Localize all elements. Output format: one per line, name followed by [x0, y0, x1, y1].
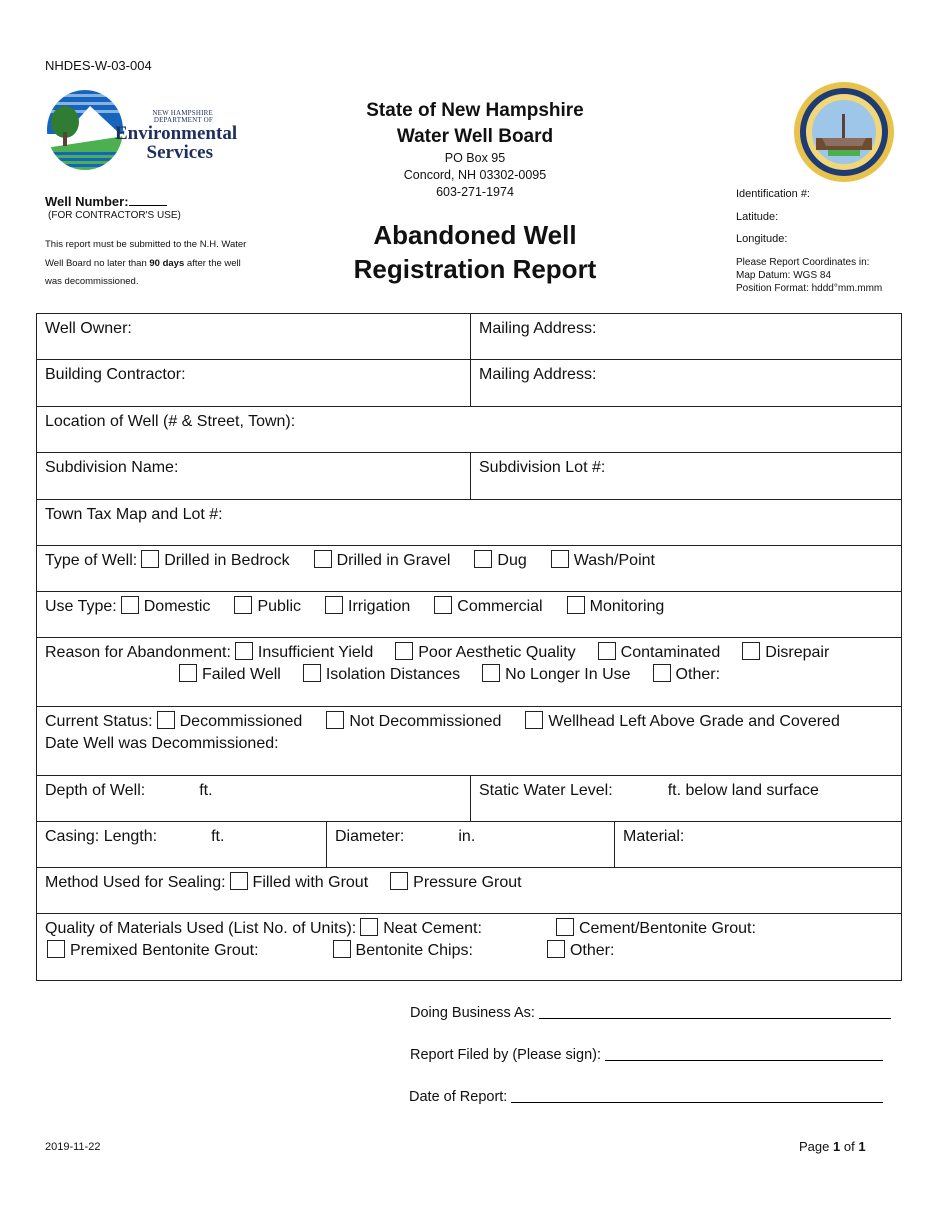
tax-map-row [37, 500, 901, 546]
option-public: Public [257, 598, 302, 615]
tax-map-field[interactable] [37, 500, 901, 545]
checkbox-insufficient-yield[interactable] [235, 642, 253, 660]
checkbox-wash-point[interactable] [551, 550, 569, 568]
coords-line-2: Map Datum: WGS 84 [736, 270, 832, 281]
diameter-label: Diameter: [335, 828, 405, 845]
well-type-row [37, 546, 901, 592]
option-pressure-grout: Pressure Grout [413, 874, 522, 891]
checkbox-domestic[interactable] [121, 596, 139, 614]
nhdes-logo [45, 88, 238, 178]
report-date-label: Date of Report: [409, 1089, 508, 1105]
option-no-longer-in-use: No Longer In Use [505, 666, 631, 683]
coords-line-1: Please Report Coordinates in: [736, 257, 870, 268]
owner-mailing-address-label: Mailing Address: [479, 320, 597, 337]
option-neat-cement: Neat Cement: [383, 920, 482, 937]
material-field[interactable] [614, 822, 901, 867]
identification-label: Identification #: [736, 188, 810, 200]
notice-days: 90 days [149, 257, 185, 269]
depth-field[interactable] [37, 776, 470, 821]
dba-label: Doing Business As: [410, 1005, 535, 1021]
notice-suffix: after the well was decommissioned. [45, 257, 241, 287]
checkbox-no-longer-in-use[interactable] [482, 664, 500, 682]
location-label: Location of Well (# & Street, Town): [45, 413, 296, 430]
logo-line-3: Environmental [115, 123, 238, 144]
subdivision-lot-label: Subdivision Lot #: [479, 459, 606, 476]
checkbox-failed-well[interactable] [179, 664, 197, 682]
depth-unit: ft. [199, 782, 213, 799]
subdivision-lot-field[interactable] [470, 453, 901, 499]
owner-row [37, 314, 901, 360]
subdivision-name-field[interactable] [37, 453, 470, 499]
casing-row [37, 822, 901, 868]
checkbox-irrigation[interactable] [325, 596, 343, 614]
date-decommissioned-field[interactable] [45, 733, 893, 755]
depth-label: Depth of Well: [45, 782, 146, 799]
option-bentonite-chips: Bentonite Chips: [355, 942, 473, 959]
diameter-unit: in. [458, 828, 476, 845]
nhdes-logo-icon [45, 88, 125, 178]
owner-mailing-address-field[interactable] [470, 314, 901, 359]
status-row [37, 707, 901, 776]
registration-form [36, 313, 902, 981]
page-title [325, 218, 625, 286]
checkbox-drilled-bedrock[interactable] [141, 550, 159, 568]
well-number [45, 193, 167, 209]
report-date-line [409, 1088, 883, 1105]
well-owner-field[interactable] [37, 314, 470, 359]
option-failed-well: Failed Well [202, 666, 281, 683]
checkbox-dug[interactable] [474, 550, 492, 568]
address-po: PO Box 95 [444, 151, 506, 165]
checkbox-not-decommissioned[interactable] [326, 711, 344, 729]
revision-date: 2019-11-22 [45, 1141, 101, 1153]
option-insufficient-yield: Insufficient Yield [257, 644, 374, 661]
well-type-cell [37, 546, 901, 591]
well-owner-label: Well Owner: [45, 320, 132, 337]
sealing-cell [37, 868, 901, 913]
status-label: Current Status: [45, 713, 153, 730]
title-line-1: Abandoned Well [373, 220, 577, 250]
well-number-field[interactable] [129, 193, 167, 206]
option-commercial: Commercial [457, 598, 543, 615]
option-irrigation: Irrigation [348, 598, 411, 615]
reason-row [37, 638, 901, 707]
report-date-field[interactable] [511, 1088, 883, 1103]
option-monitoring: Monitoring [589, 598, 665, 615]
option-cement-bentonite: Cement/Bentonite Grout: [578, 920, 756, 937]
quality-label: Quality of Materials Used (List No. of Units): [45, 920, 357, 937]
checkbox-poor-aesthetic[interactable] [395, 642, 413, 660]
depth-row [37, 776, 901, 822]
well-number-label: Well Number: [45, 194, 129, 209]
checkbox-public[interactable] [234, 596, 252, 614]
contractor-row [37, 360, 901, 407]
agency-board: Water Well Board [396, 126, 554, 147]
subdivision-name-label: Subdivision Name: [45, 459, 179, 476]
checkbox-contaminated[interactable] [598, 642, 616, 660]
building-contractor-field[interactable] [37, 360, 470, 406]
reason-cell [37, 638, 901, 706]
filed-by-label: Report Filed by (Please sign): [410, 1047, 601, 1063]
page-total: 1 [858, 1139, 866, 1154]
checkbox-commercial[interactable] [434, 596, 452, 614]
signature-field[interactable] [605, 1046, 883, 1061]
option-drilled-bedrock: Drilled in Bedrock [164, 552, 290, 569]
option-not-decommissioned: Not Decommissioned [349, 713, 502, 730]
coords-line-3: Position Format: hddd°mm.mmm [736, 283, 883, 294]
filed-by-line [410, 1046, 883, 1063]
dba-line [410, 1004, 891, 1021]
dba-field[interactable] [539, 1004, 891, 1019]
static-level-unit: ft. below land surface [667, 782, 819, 799]
checkbox-neat-cement[interactable] [360, 918, 378, 936]
identification-block [736, 188, 810, 256]
page-current: 1 [833, 1139, 841, 1154]
static-level-label: Static Water Level: [479, 782, 613, 799]
casing-length-label: Casing: Length: [45, 828, 158, 845]
page-prefix: Page [799, 1139, 830, 1154]
page-of: of [843, 1139, 855, 1154]
page-indicator [799, 1139, 866, 1154]
option-disrepair: Disrepair [765, 644, 830, 661]
material-label: Material: [623, 828, 685, 845]
casing-length-field[interactable] [37, 822, 326, 867]
state-seal-icon [792, 80, 896, 184]
option-drilled-gravel: Drilled in Gravel [336, 552, 451, 569]
option-wellhead-left: Wellhead Left Above Grade and Covered [548, 713, 840, 730]
coordinate-instructions [736, 256, 882, 295]
checkbox-isolation-distances[interactable] [303, 664, 321, 682]
use-type-cell [37, 592, 901, 637]
sealing-row [37, 868, 901, 914]
option-premixed-bentonite: Premixed Bentonite Grout: [70, 942, 259, 959]
latitude-label: Latitude: [736, 210, 779, 223]
use-type-row [37, 592, 901, 638]
checkbox-reason-other[interactable] [653, 664, 671, 682]
option-poor-aesthetic: Poor Aesthetic Quality [418, 644, 576, 661]
sealing-label: Method Used for Sealing: [45, 874, 226, 891]
reason-label: Reason for Abandonment: [45, 644, 231, 661]
agency-state: State of New Hampshire [366, 100, 584, 121]
logo-line-4: Services [146, 142, 213, 163]
longitude-label: Longitude: [736, 233, 788, 245]
contractor-mailing-address-label: Mailing Address: [479, 366, 597, 383]
checkbox-disrepair[interactable] [742, 642, 760, 660]
diameter-field[interactable] [326, 822, 614, 867]
logo-line-2: DEPARTMENT OF [153, 116, 213, 124]
casing-length-unit: ft. [211, 828, 225, 845]
tax-map-label: Town Tax Map and Lot #: [45, 506, 223, 523]
static-level-field[interactable] [470, 776, 901, 821]
logo-line-1: NEW HAMPSHIRE [152, 109, 213, 117]
agency-header [325, 98, 625, 201]
option-domestic: Domestic [143, 598, 211, 615]
checkbox-bentonite-chips[interactable] [333, 940, 351, 958]
checkbox-quality-other[interactable] [547, 940, 565, 958]
form-code: NHDES-W-03-004 [45, 58, 152, 73]
checkbox-wellhead-left[interactable] [525, 711, 543, 729]
status-cell [37, 707, 901, 775]
checkbox-cement-bentonite[interactable] [556, 918, 574, 936]
checkbox-filled-grout[interactable] [230, 872, 248, 890]
option-quality-other: Other: [569, 942, 615, 959]
well-type-label: Type of Well: [45, 552, 138, 569]
notice-prefix: This report must be submitted to the N.H. Water Well Board no later than [45, 239, 247, 269]
option-dug: Dug [497, 552, 527, 569]
contractor-use-note: (FOR CONTRACTOR'S USE) [48, 210, 181, 221]
submission-notice [45, 236, 260, 292]
contractor-mailing-address-field[interactable] [470, 360, 901, 406]
option-wash-point: Wash/Point [573, 552, 655, 569]
option-reason-other: Other: [675, 666, 721, 683]
quality-cell [37, 914, 901, 980]
use-type-label: Use Type: [45, 598, 117, 615]
location-field[interactable] [37, 407, 901, 452]
option-isolation-distances: Isolation Distances [325, 666, 461, 683]
building-contractor-label: Building Contractor: [45, 366, 186, 383]
option-decommissioned: Decommissioned [179, 713, 303, 730]
checkbox-pressure-grout[interactable] [390, 872, 408, 890]
title-line-2: Registration Report [353, 254, 597, 284]
state-seal [792, 80, 896, 184]
checkbox-drilled-gravel[interactable] [314, 550, 332, 568]
address-city: Concord, NH 03302-0095 [403, 168, 547, 182]
checkbox-decommissioned[interactable] [157, 711, 175, 729]
location-row [37, 407, 901, 453]
subdivision-row [37, 453, 901, 500]
option-filled-grout: Filled with Grout [252, 874, 369, 891]
date-decommissioned-label: Date Well was Decommissioned: [45, 735, 279, 752]
address-phone: 603-271-1974 [436, 185, 514, 199]
quality-row [37, 914, 901, 980]
checkbox-monitoring[interactable] [567, 596, 585, 614]
checkbox-premixed-bentonite[interactable] [47, 940, 65, 958]
option-contaminated: Contaminated [620, 644, 721, 661]
